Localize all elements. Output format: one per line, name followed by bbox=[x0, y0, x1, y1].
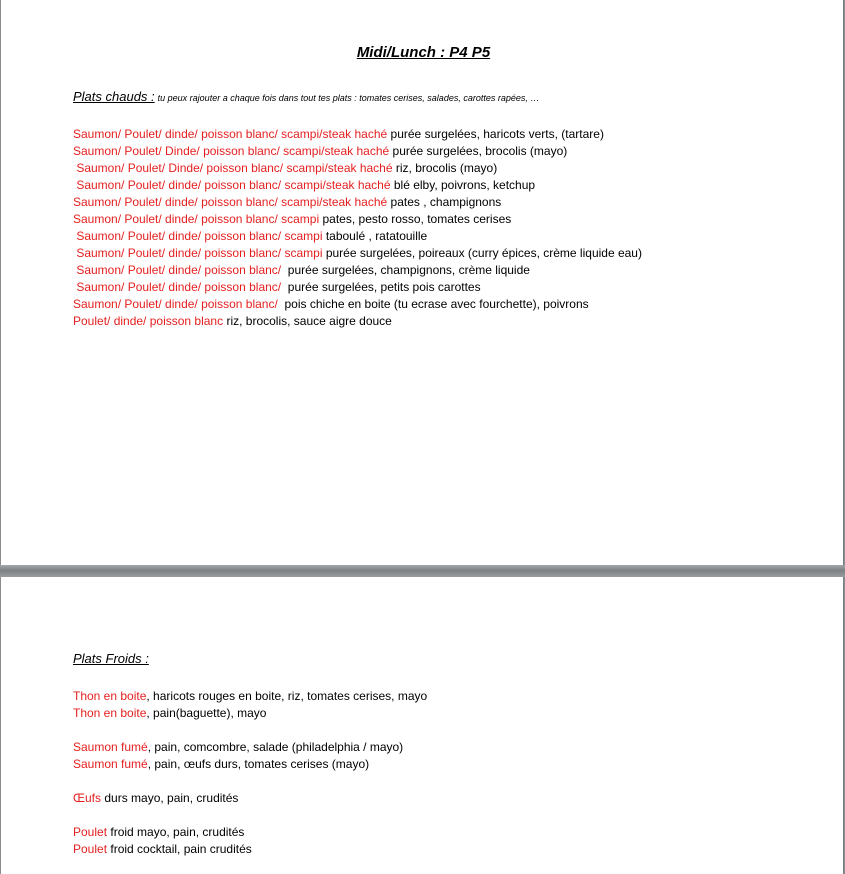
protein-options: Poulet/ dinde/ poisson blanc bbox=[73, 314, 224, 328]
hot-dishes-heading: Plats chauds : bbox=[73, 89, 155, 104]
protein-options: Saumon/ Poulet/ dinde/ poisson blanc/ scampi bbox=[73, 246, 323, 260]
protein-options: Saumon/ Poulet/ dinde/ poisson blanc/ bbox=[73, 280, 282, 294]
protein-options: Saumon/ Poulet/ Dinde/ poisson blanc/ scampi/steak haché bbox=[73, 161, 393, 175]
main-ingredient: Thon en boite bbox=[73, 706, 147, 720]
list-item bbox=[73, 790, 427, 807]
hot-dishes-heading-row bbox=[73, 89, 539, 104]
list-item bbox=[73, 228, 642, 245]
list-item bbox=[73, 279, 642, 296]
protein-options: Saumon/ Poulet/ dinde/ poisson blanc/ scampi bbox=[73, 212, 320, 226]
accompaniments: , pain(baguette), mayo bbox=[146, 706, 267, 720]
main-ingredient: Saumon fumé bbox=[73, 740, 148, 754]
list-item bbox=[73, 211, 642, 228]
list-item bbox=[73, 739, 427, 756]
accompaniments: froid mayo, pain, crudités bbox=[107, 825, 245, 839]
side-options: riz, brocolis (mayo) bbox=[392, 161, 498, 175]
page-separator bbox=[0, 565, 845, 577]
side-options: blé elby, poivrons, ketchup bbox=[390, 178, 536, 192]
protein-options: Saumon/ Poulet/ Dinde/ poisson blanc/ scampi/steak haché bbox=[73, 144, 390, 158]
side-options: purée surgelées, petits pois carottes bbox=[281, 280, 481, 294]
document-page-2 bbox=[1, 577, 844, 874]
list-item bbox=[73, 705, 427, 722]
hot-dishes-note: tu peux rajouter a chaque fois dans tout tes plats : tomates cerises, salades, carottes rapées, … bbox=[157, 93, 540, 103]
document-page-1 bbox=[1, 0, 844, 565]
page-title: Midi/Lunch : P4 P5 bbox=[356, 44, 491, 61]
protein-options: Saumon/ Poulet/ dinde/ poisson blanc/ scampi/steak haché bbox=[73, 178, 391, 192]
spacer bbox=[73, 807, 427, 824]
accompaniments: froid cocktail, pain crudités bbox=[107, 842, 252, 856]
side-options: riz, brocolis, sauce aigre douce bbox=[223, 314, 392, 328]
main-ingredient: Saumon fumé bbox=[73, 757, 148, 771]
list-item bbox=[73, 688, 427, 705]
side-options: purée surgelées, champignons, crème liquide bbox=[281, 263, 530, 277]
protein-options: Saumon/ Poulet/ dinde/ poisson blanc/ bbox=[73, 263, 282, 277]
side-options: pates , champignons bbox=[387, 195, 502, 209]
side-options: purée surgelées, brocolis (mayo) bbox=[389, 144, 568, 158]
list-item bbox=[73, 245, 642, 262]
main-ingredient: Poulet bbox=[73, 825, 108, 839]
list-item bbox=[73, 296, 642, 313]
accompaniments: , pain, œufs durs, tomates cerises (mayo) bbox=[147, 757, 370, 771]
list-item bbox=[73, 756, 427, 773]
side-options: pates, pesto rosso, tomates cerises bbox=[319, 212, 512, 226]
accompaniments: durs mayo, pain, crudités bbox=[101, 791, 239, 805]
side-options: purée surgelées, haricots verts, (tartare) bbox=[387, 127, 604, 141]
protein-options: Saumon/ Poulet/ dinde/ poisson blanc/ scampi/steak haché bbox=[73, 127, 388, 141]
cold-dishes-heading: Plats Froids : bbox=[73, 651, 149, 666]
list-item bbox=[73, 160, 642, 177]
list-item bbox=[73, 126, 642, 143]
protein-options: Saumon/ Poulet/ dinde/ poisson blanc/ scampi bbox=[73, 229, 323, 243]
protein-options: Saumon/ Poulet/ dinde/ poisson blanc/ scampi/steak haché bbox=[73, 195, 388, 209]
side-options: purée surgelées, poireaux (curry épices, crème liquide eau) bbox=[322, 246, 642, 260]
side-options: taboulé , ratatouille bbox=[322, 229, 428, 243]
main-ingredient: Thon en boite bbox=[73, 689, 147, 703]
accompaniments: , pain, comcombre, salade (philadelphia / mayo) bbox=[147, 740, 404, 754]
list-item bbox=[73, 177, 642, 194]
spacer bbox=[73, 773, 427, 790]
list-item bbox=[73, 841, 427, 858]
spacer bbox=[73, 722, 427, 739]
cold-dishes-heading-row bbox=[73, 651, 149, 666]
side-options: pois chiche en boite (tu ecrase avec fourchette), poivrons bbox=[277, 297, 589, 311]
accompaniments: , haricots rouges en boite, riz, tomates cerises, mayo bbox=[146, 689, 428, 703]
list-item bbox=[73, 143, 642, 160]
list-item bbox=[73, 262, 642, 279]
hot-dishes-list bbox=[73, 126, 642, 330]
list-item bbox=[73, 313, 642, 330]
list-item bbox=[73, 824, 427, 841]
cold-dishes-list bbox=[73, 688, 427, 858]
list-item bbox=[73, 194, 642, 211]
main-ingredient: Œufs bbox=[73, 791, 102, 805]
protein-options: Saumon/ Poulet/ dinde/ poisson blanc/ bbox=[73, 297, 278, 311]
main-ingredient: Poulet bbox=[73, 842, 108, 856]
